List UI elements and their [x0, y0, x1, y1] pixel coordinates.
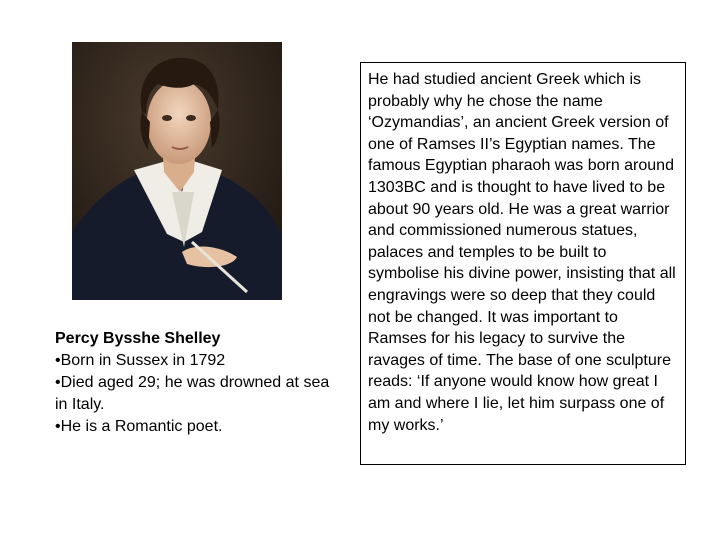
death-fact: • Died aged 29; he was drowned at sea in Italy. [55, 372, 330, 416]
biography-facts [55, 350, 330, 438]
shelley-portrait [72, 42, 282, 300]
ozymandias-context-textbox: He had studied ancient Greek which is probably why he chose the name ‘Ozymandias’, an ancient Greek version of one of Ramses II’s Egyptian names. The famous Egyptian pharaoh was born around 1303BC and is thought to have lived to be about 90 years old. He was a great warrior and commissioned numerous statues, palaces and temples to be built to symbolise his divine power, insisting that all engravings were so deep that they could not be changed. It was important to Ramses for his legacy to survive the ravages of time. The base of one sculpture reads: ‘If anyone would know how great I am and where I lie, let him surpass one of my works.’ [360, 62, 686, 465]
birth-fact: • Born in Sussex in 1792 [55, 350, 330, 372]
biography-notes [55, 328, 330, 438]
poet-name: Percy Bysshe Shelley [55, 330, 221, 347]
movement-fact: • He is a Romantic poet. [55, 416, 330, 438]
